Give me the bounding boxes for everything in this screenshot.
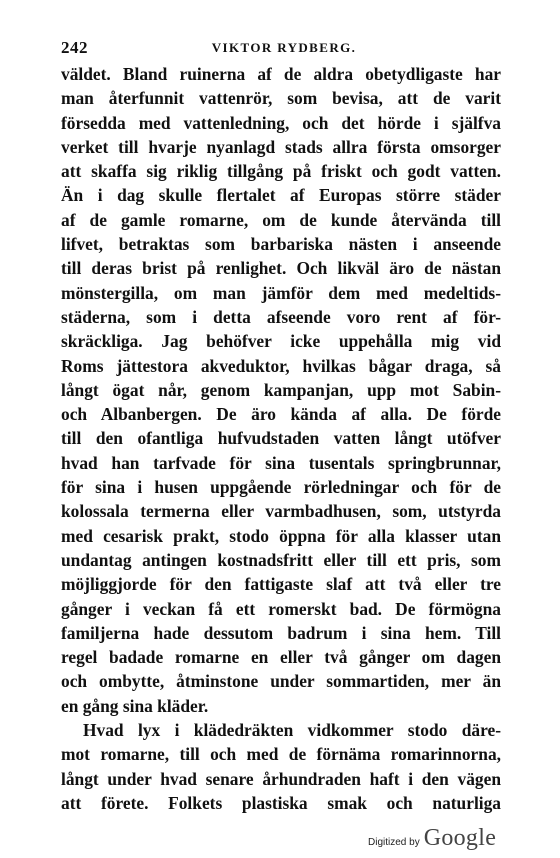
- google-logo: Google: [423, 825, 497, 851]
- text-line: städerna, som i detta afseende voro rent af för-: [61, 306, 501, 327]
- text-line: försedda med vattenledning, och det hörde i själfva: [61, 112, 501, 133]
- text-line: mönstergilla, om man jämför dem med medeltids-: [61, 282, 501, 303]
- text-line: till den ofantliga hufvudstaden vatten långt utöfver: [61, 428, 501, 449]
- text-line: undantag antingen kostnadsfritt eller till ett pris, som: [61, 549, 501, 570]
- body-text: [61, 62, 501, 815]
- text-line: för sina i husen uppgående rörledningar och för de: [61, 477, 501, 498]
- text-line: att förete. Folkets plastiska smak och naturliga: [61, 792, 501, 813]
- text-line: Roms jättestora akveduktor, hvilkas bågar draga, så: [61, 355, 501, 376]
- running-head: VIKTOR RYDBERG.: [211, 40, 357, 55]
- text-line: långt under hvad senare århundraden haft i den vägen: [61, 768, 501, 789]
- text-line: och ombytte, åtminstone under sommartiden, mer än: [61, 671, 501, 692]
- text-line: mot romarne, till och med de förnäma romarinnorna,: [61, 744, 501, 765]
- text-line: långt ögat når, genom kampanjan, upp mot Sabin-: [61, 379, 501, 400]
- text-line: Hvad lyx i klädedräkten vidkommer stodo däre-: [83, 720, 501, 741]
- text-line: skräckliga. Jag behöfver icke uppehålla mig vid: [61, 331, 501, 352]
- text-line: kolossala termerna eller varmbadhusen, som, utstyrda: [61, 501, 501, 522]
- text-line: en gång sina kläder.: [61, 695, 209, 716]
- text-line: väldet. Bland ruinerna af de aldra obetydligaste har: [61, 64, 501, 84]
- digitized-by-label: Digitized by: [368, 837, 420, 848]
- text-line: familjerna hade dessutom badrum i sina hem. Till: [61, 622, 501, 643]
- text-line: verket till hvarje nyanlagd stads allra första omsorger: [61, 136, 501, 157]
- text-line: till deras brist på renlighet. Och likväl äro de nästan: [61, 258, 501, 279]
- text-line: möjliggjorde för den fattigaste slaf att två eller tre: [61, 574, 501, 595]
- page-number: 242: [61, 38, 88, 57]
- text-line: lifvet, betraktas som barbariska nästen i anseende: [61, 234, 501, 255]
- text-line: regel badade romarne en eller två gånger om dagen: [61, 647, 501, 668]
- text-line: gånger i veckan få ett romerskt bad. De förmögna: [61, 598, 501, 619]
- text-line: och Albanbergen. De äro kända af alla. De förde: [61, 404, 501, 425]
- text-line: med cesarisk prakt, stodo öppna för alla klasser utan: [61, 525, 501, 546]
- text-line: hvad han tarfvade för sina tusentals springbrunnar,: [61, 452, 501, 473]
- text-line: Än i dag skulle flertalet af Europas större städer: [61, 185, 501, 206]
- text-line: af de gamle romarne, om de kunde återvända till: [61, 209, 501, 230]
- digitized-by-watermark: [368, 825, 496, 855]
- text-line: att skaffa sig riklig tillgång på friskt och godt vatten.: [61, 161, 501, 182]
- text-line: man återfunnit vattenrör, som bevisa, att de varit: [61, 88, 501, 109]
- page-header: [61, 38, 507, 60]
